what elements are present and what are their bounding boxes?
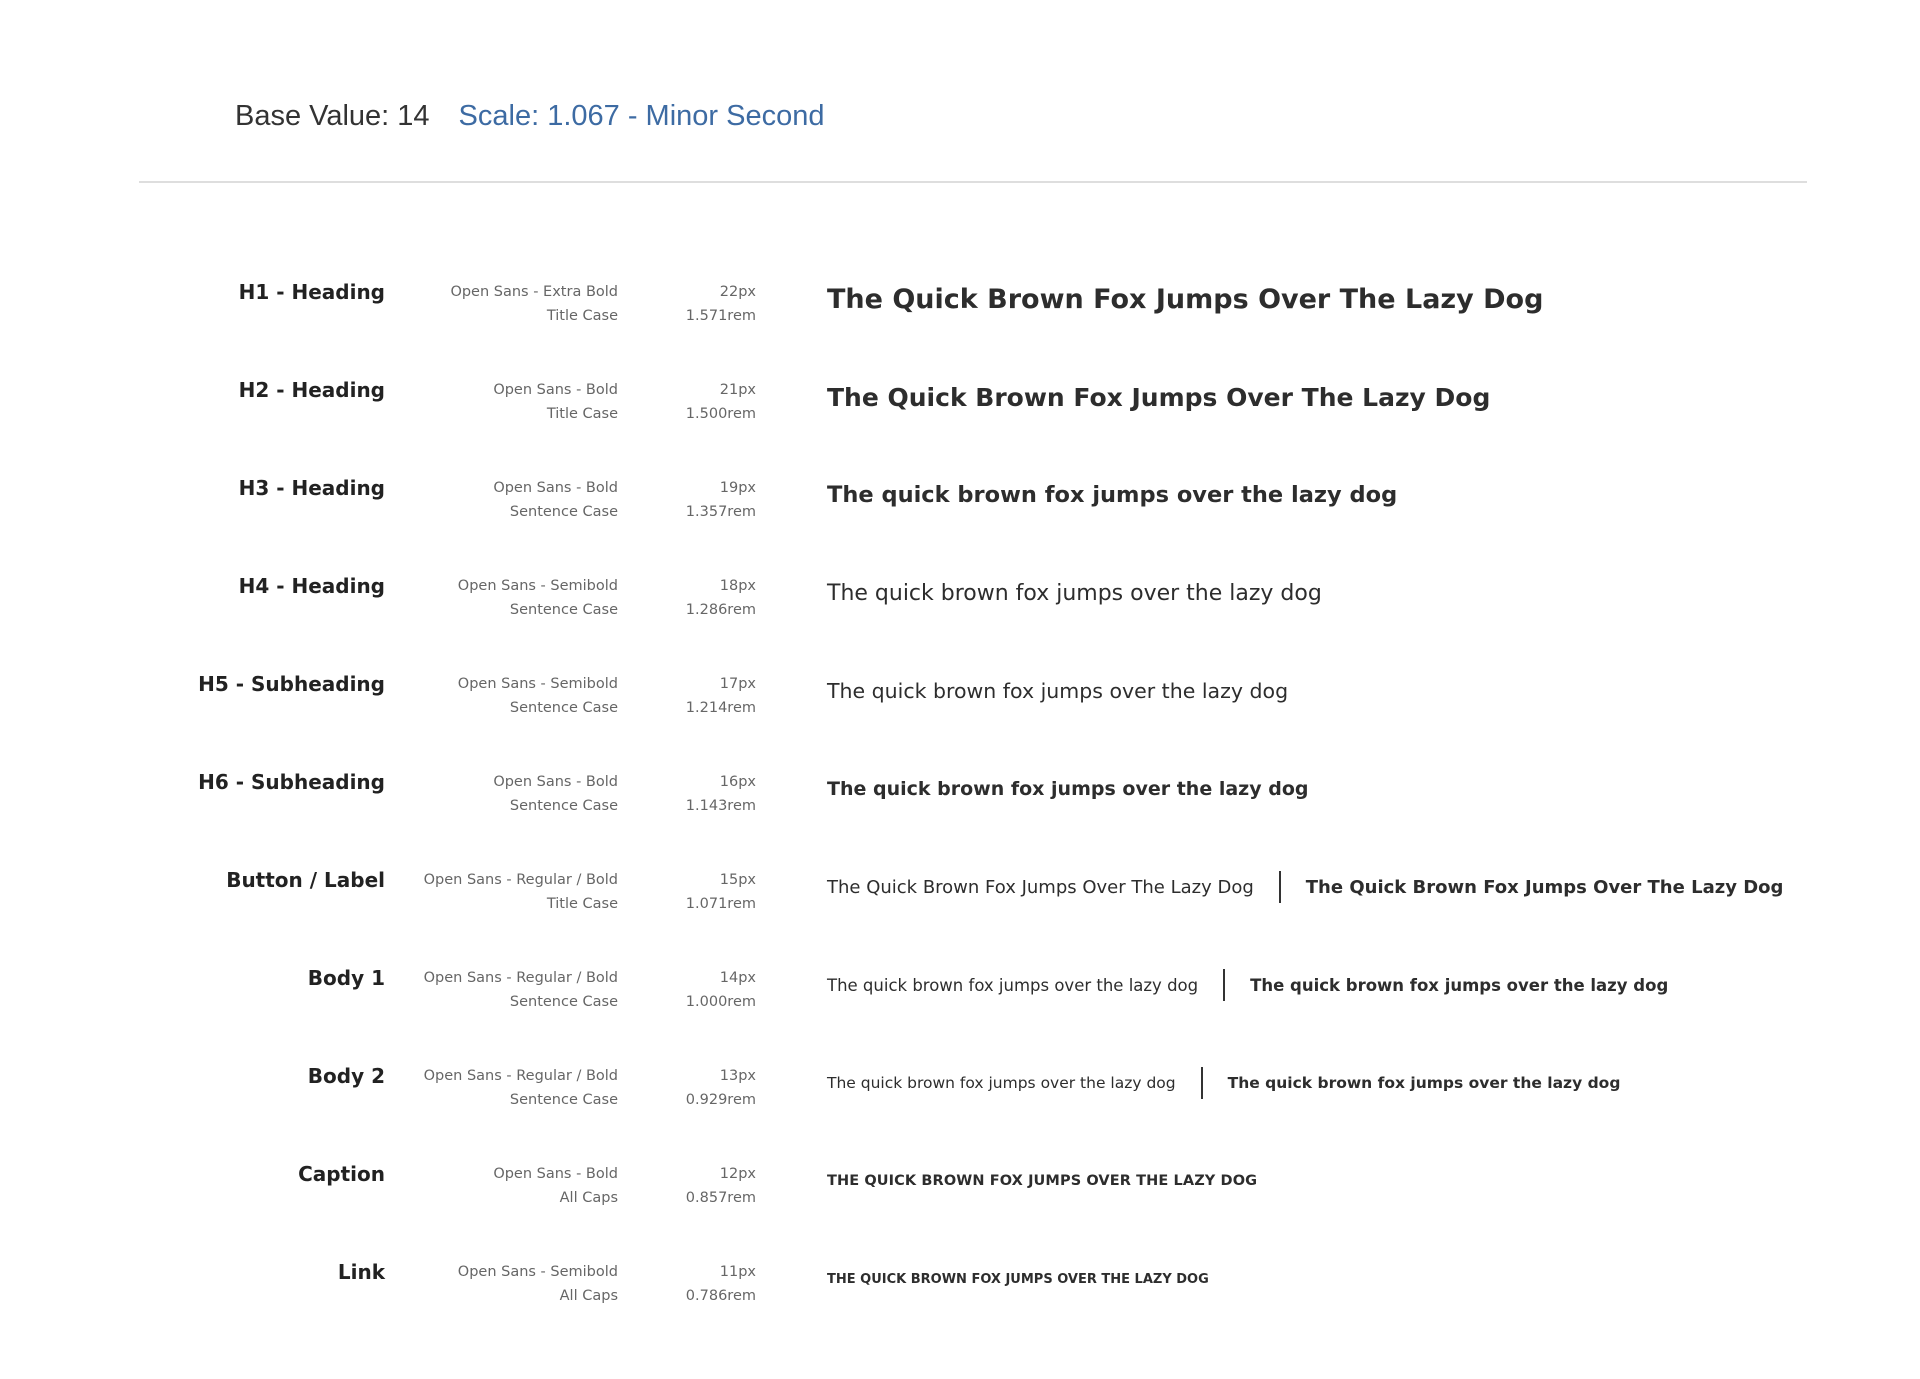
font-info [424,868,618,916]
type-row-h6 [0,758,1920,856]
font-family-weight: Open Sans - Extra Bold [450,284,618,300]
type-row-h5 [0,660,1920,758]
sample-text-regular: The Quick Brown Fox Jumps Over The Lazy Dog [827,876,1254,898]
sample-text [827,1150,1257,1212]
sample-text [827,1248,1209,1310]
sample-text-value: The Quick Brown Fox Jumps Over The Lazy Dog [827,283,1544,315]
font-info [424,1064,618,1112]
text-case: Sentence Case [509,1092,618,1108]
size-px: 13px [719,1068,756,1084]
size-rem: 0.929rem [685,1092,756,1108]
size-rem: 1.286rem [685,602,756,618]
type-scale-table [0,268,1920,1346]
sample-text [827,954,1668,1016]
sample-text [827,856,1783,918]
size-info [686,1260,756,1308]
font-info [493,1162,618,1210]
type-row-caption [0,1150,1920,1248]
size-rem: 1.000rem [685,994,756,1010]
size-info [686,672,756,720]
size-rem: 1.071rem [685,896,756,912]
sample-text [827,268,1543,330]
size-px: 15px [719,872,756,888]
sample-separator [1279,871,1281,903]
sample-text [827,758,1308,820]
size-info [686,280,756,328]
text-case: Title Case [546,308,618,324]
font-family-weight: Open Sans - Semibold [457,578,618,594]
sample-separator [1201,1067,1203,1099]
type-row-h1 [0,268,1920,366]
size-info [686,574,756,622]
type-row-body-1 [0,954,1920,1052]
size-px: 17px [719,676,756,692]
sample-text-bold: The quick brown fox jumps over the lazy dog [1250,975,1669,995]
style-name: Button / Label [226,868,385,892]
size-px: 11px [719,1264,756,1280]
style-name: H2 - Heading [238,378,385,402]
font-family-weight: Open Sans - Regular / Bold [423,872,618,888]
style-name: Body 2 [307,1064,385,1088]
size-px: 14px [719,970,756,986]
size-info [686,1064,756,1112]
font-info [458,574,618,622]
text-case: Sentence Case [509,602,618,618]
size-rem: 0.857rem [685,1190,756,1206]
sample-text-value: THE QUICK BROWN FOX JUMPS OVER THE LAZY DOG [827,1173,1258,1189]
scale-label: Scale: 1.067 - Minor Second [458,100,825,132]
type-row-button-label [0,856,1920,954]
size-px: 12px [719,1166,756,1182]
size-px: 16px [719,774,756,790]
style-name: Link [337,1260,385,1284]
size-info [686,868,756,916]
font-info [493,378,618,426]
sample-text-regular: The quick brown fox jumps over the lazy dog [827,1074,1176,1092]
size-info [686,770,756,818]
sample-text [827,464,1397,526]
text-case: Sentence Case [509,994,618,1010]
sample-text-value: The quick brown fox jumps over the lazy dog [827,778,1309,800]
style-name: Body 1 [307,966,385,990]
font-family-weight: Open Sans - Bold [493,480,618,496]
font-family-weight: Open Sans - Regular / Bold [423,970,618,986]
type-row-h3 [0,464,1920,562]
font-family-weight: Open Sans - Bold [493,1166,618,1182]
size-rem: 0.786rem [685,1288,756,1304]
text-case: All Caps [559,1288,618,1304]
font-info [493,770,618,818]
size-rem: 1.357rem [685,504,756,520]
type-row-h2 [0,366,1920,464]
style-name: Caption [298,1162,385,1186]
font-info [458,672,618,720]
text-case: Title Case [546,406,618,422]
size-px: 19px [719,480,756,496]
font-family-weight: Open Sans - Bold [493,774,618,790]
header-divider [139,181,1807,183]
sample-text-bold: The Quick Brown Fox Jumps Over The Lazy Dog [1305,876,1784,898]
font-family-weight: Open Sans - Regular / Bold [423,1068,618,1084]
sample-text [827,660,1288,722]
sample-text-bold: The quick brown fox jumps over the lazy dog [1227,1074,1621,1092]
text-case: All Caps [559,1190,618,1206]
style-name: H6 - Subheading [198,770,385,794]
size-info [686,476,756,524]
type-row-h4 [0,562,1920,660]
font-family-weight: Open Sans - Semibold [457,1264,618,1280]
font-info [450,280,618,328]
style-name: H4 - Heading [238,574,385,598]
sample-separator [1223,969,1225,1001]
scale-header [235,100,824,133]
sample-text [827,562,1322,624]
size-info [686,378,756,426]
type-row-link [0,1248,1920,1346]
sample-text-value: The quick brown fox jumps over the lazy dog [827,482,1398,508]
size-px: 21px [719,382,756,398]
style-name: H5 - Subheading [198,672,385,696]
text-case: Sentence Case [509,504,618,520]
size-rem: 1.143rem [685,798,756,814]
size-rem: 1.214rem [685,700,756,716]
text-case: Title Case [546,896,618,912]
style-name: H3 - Heading [238,476,385,500]
font-info [458,1260,618,1308]
sample-text-value: The Quick Brown Fox Jumps Over The Lazy Dog [827,382,1491,412]
size-rem: 1.571rem [685,308,756,324]
font-info [493,476,618,524]
sample-text [827,366,1490,428]
sample-text-value: The quick brown fox jumps over the lazy dog [827,580,1322,606]
sample-text-value: The quick brown fox jumps over the lazy dog [827,679,1289,703]
sample-text-regular: The quick brown fox jumps over the lazy dog [827,975,1199,995]
type-row-body-2 [0,1052,1920,1150]
style-name: H1 - Heading [238,280,385,304]
size-px: 18px [719,578,756,594]
font-family-weight: Open Sans - Semibold [457,676,618,692]
size-rem: 1.500rem [685,406,756,422]
font-family-weight: Open Sans - Bold [493,382,618,398]
size-px: 22px [719,284,756,300]
sample-text [827,1052,1620,1114]
text-case: Sentence Case [509,798,618,814]
size-info [686,1162,756,1210]
base-value-label: Base Value: 14 [235,100,430,132]
size-info [686,966,756,1014]
text-case: Sentence Case [509,700,618,716]
sample-text-value: THE QUICK BROWN FOX JUMPS OVER THE LAZY DOG [827,1271,1209,1287]
font-info [424,966,618,1014]
